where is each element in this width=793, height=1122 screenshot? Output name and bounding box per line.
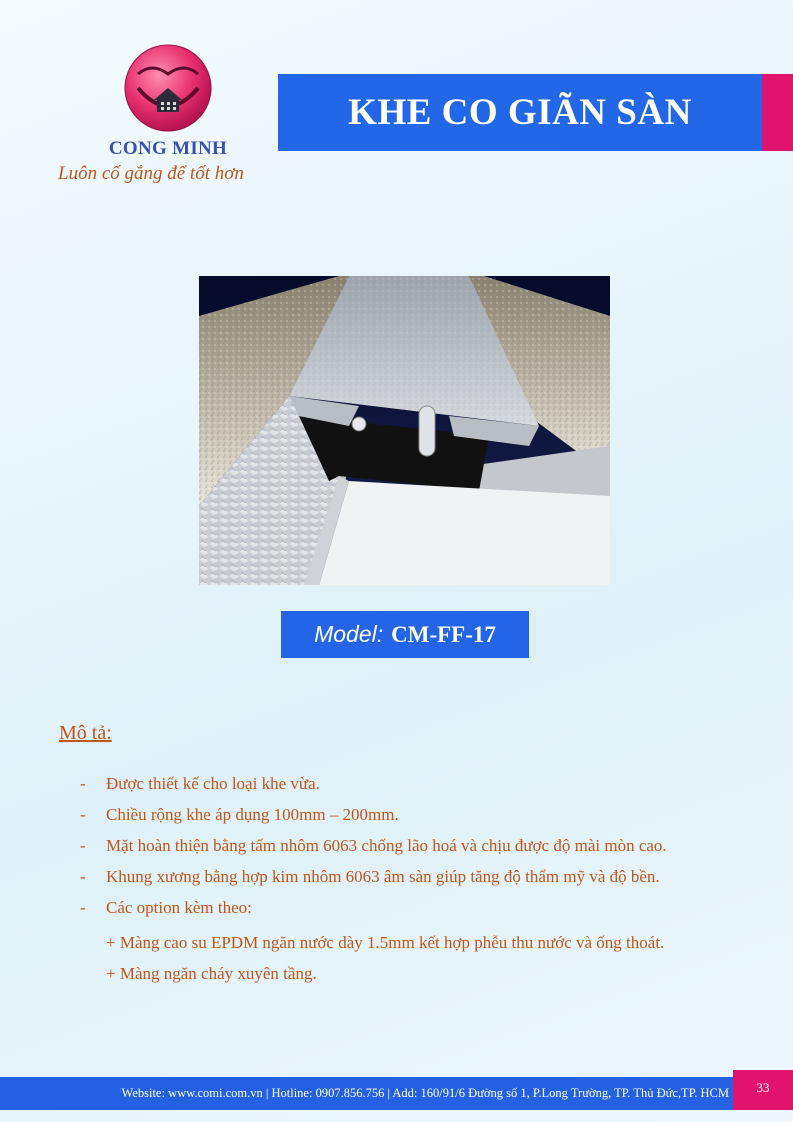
description-item: - Mặt hoàn thiện bằng tấm nhôm 6063 chống lão hoá và chịu được độ mài mòn cao.	[80, 830, 667, 861]
title-accent-bar	[762, 74, 793, 151]
options-list	[106, 927, 664, 989]
product-photo	[199, 276, 610, 585]
description-heading: Mô tả:	[59, 722, 112, 744]
option-item: + Màng cao su EPDM ngăn nước dày 1.5mm kết hợp phễu thu nước và ống thoát.	[106, 933, 665, 952]
brand-slogan: Luôn cố gắng để tốt hơn	[58, 163, 244, 184]
bullet-dash: -	[80, 836, 86, 855]
page-number: 33	[733, 1070, 793, 1110]
page-title: KHE CO GIÃN SÀN	[348, 92, 692, 133]
description-item: - Chiều rộng khe áp dụng 100mm – 200mm.	[80, 799, 667, 830]
description-item: - Các option kèm theo:	[80, 892, 667, 923]
bullet-dash: -	[80, 805, 86, 824]
description-item: - Được thiết kế cho loại khe vừa.	[80, 768, 667, 799]
model-code: CM-FF-17	[391, 621, 496, 647]
model-label: Model:	[314, 621, 384, 647]
description-item: - Khung xương bằng hợp kim nhôm 6063 âm sàn giúp tăng độ thẩm mỹ và độ bền.	[80, 861, 667, 892]
brand-name: CONG MINH	[108, 138, 228, 159]
footer-bar	[0, 1077, 733, 1110]
bullet-dash: -	[80, 774, 86, 793]
bullet-dash: -	[80, 867, 86, 886]
option-item: + Màng ngăn cháy xuyên tầng.	[106, 964, 317, 983]
footer-contact-text: Website: www.comi.com.vn | Hotline: 0907.856.756 | Add: 160/91/6 Đường số 1, P.Long Trường, TP. Thủ Đức,TP. HCM	[121, 1086, 729, 1100]
model-label-box	[281, 611, 529, 658]
bullet-dash: -	[80, 898, 86, 917]
description-list	[80, 768, 667, 923]
company-logo	[124, 44, 212, 132]
title-banner	[278, 74, 762, 151]
